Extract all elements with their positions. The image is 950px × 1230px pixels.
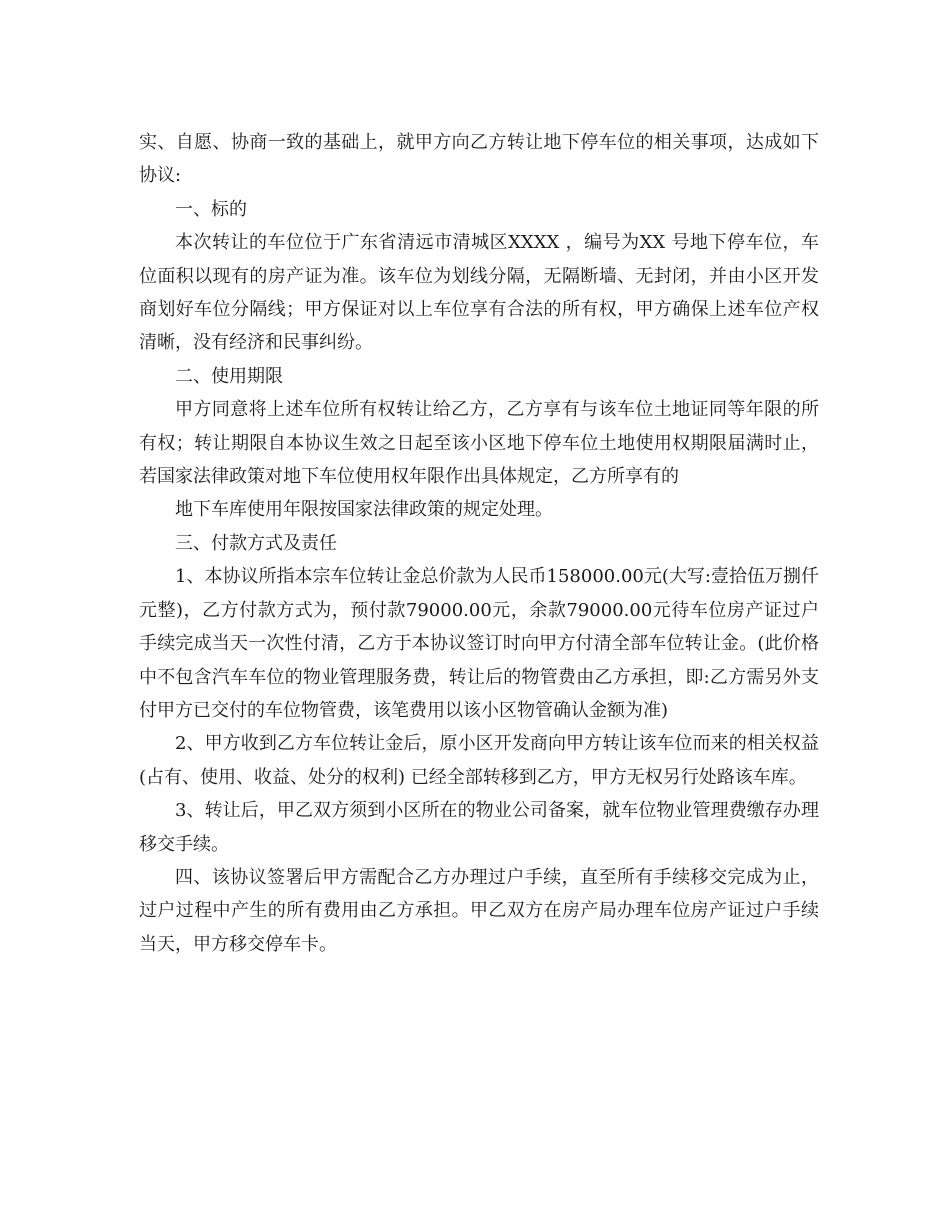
section-heading-payment: 三、付款方式及责任 [175, 532, 337, 554]
clause-payment-3: 3、转让后，甲乙双方须到小区所在的物业公司备案，就车位物业管理费缴存办理移交手续。 [139, 800, 819, 855]
clause-transfer: 四、该协议签署后甲方需配合乙方办理过户手续，直至所有手续移交完成为止，过户过程中产生的所有费用由乙方承担。甲乙双方在房产局办理车位房产证过户手续当天，甲方移交停车卡。 [139, 866, 819, 955]
section-heading-subject: 一、标的 [175, 198, 247, 220]
intro-continuation: 实、自愿、协商一致的基础上，就甲方向乙方转让地下停车位的相关事项，达成如下协议: [139, 132, 819, 187]
clause-subject: 本次转让的车位位于广东省清远市清城区XXXX ，编号为XX 号地下停车位，车位面积以现有的房产证为准。该车位为划线分隔，无隔断墙、无封闭，并由小区开发商划好车位分隔线；甲方保证对以上车位享有合法的所有权，甲方确保上述车位产权清晰，没有经济和民事纠纷。 [139, 232, 819, 354]
clause-payment-2: 2、甲方收到乙方车位转让金后，原小区开发商向甲方转让该车位而来的相关权益(占有、使用、收益、处分的权利) 已经全部转移到乙方，甲方无权另行处路该车库。 [139, 733, 819, 788]
clause-term-a: 甲方同意将上述车位所有权转让给乙方，乙方享有与该车位土地证同等年限的所有权；转让期限自本协议生效之日起至该小区地下停车位土地使用权期限届满时止，若国家法律政策对地下车位使用权年限作出具体规定，乙方所享有的 [139, 399, 819, 488]
clause-payment-1: 1、本协议所指本宗车位转让金总价款为人民币158000.00元(大写:壹拾伍万捌仟元整)，乙方付款方式为，预付款79000.00元，余款79000.00元待车位房产证过户手续完成当天一次性付清，乙方于本协议签订时向甲方付清全部车位转让金。(此价格中不包含汽车车位的物业管理服务费，转让后的物管费由乙方承担，即:乙方需另外支付甲方已交付的车位物管费，该笔费用以该小区物管确认金额为准) [139, 566, 819, 721]
document-body [139, 126, 819, 961]
section-heading-term: 二、使用期限 [175, 365, 283, 387]
clause-term-b: 地下车库使用年限按国家法律政策的规定处理。 [175, 499, 553, 521]
